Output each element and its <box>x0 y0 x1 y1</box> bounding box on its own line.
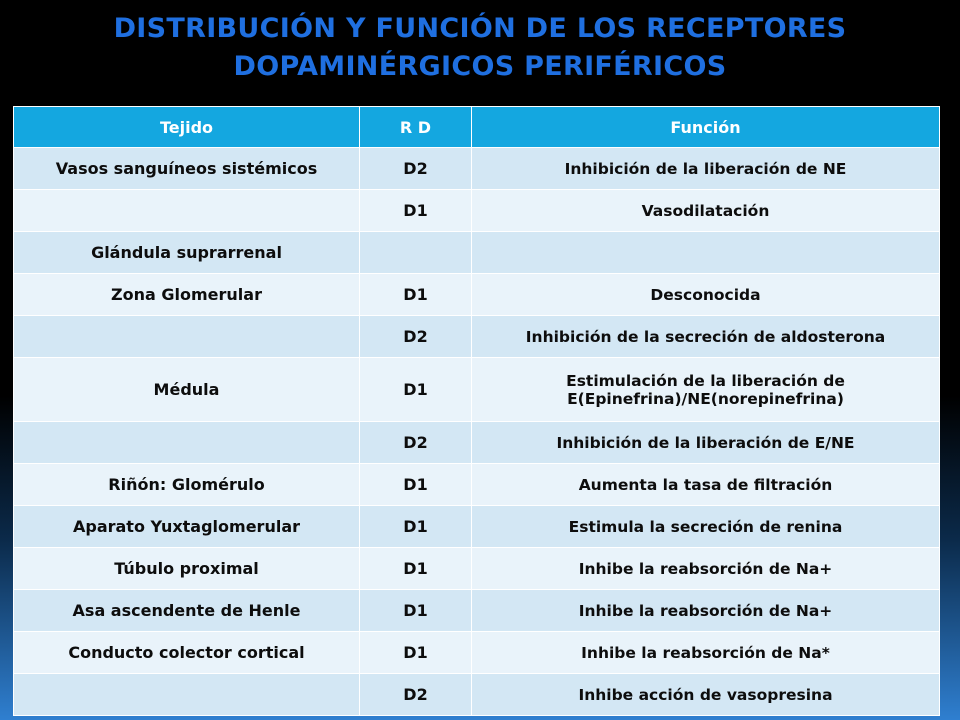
cell-tejido: Zona Glomerular <box>14 274 360 316</box>
table-row <box>14 506 940 548</box>
cell-tejido: Aparato Yuxtaglomerular <box>14 506 360 548</box>
cell-rd: D2 <box>360 316 472 358</box>
cell-tejido <box>14 422 360 464</box>
table-row <box>14 632 940 674</box>
cell-funcion: Inhibe la reabsorción de Na+ <box>472 548 940 590</box>
cell-funcion: Vasodilatación <box>472 190 940 232</box>
table-row <box>14 358 940 422</box>
table-row <box>14 232 940 274</box>
header-funcion: Función <box>472 107 940 148</box>
table-row <box>14 190 940 232</box>
cell-rd: D1 <box>360 274 472 316</box>
cell-funcion: Inhibición de la liberación de NE <box>472 148 940 190</box>
cell-funcion: Estimula la secreción de renina <box>472 506 940 548</box>
header-tejido: Tejido <box>14 107 360 148</box>
cell-funcion: Inhibe la reabsorción de Na* <box>472 632 940 674</box>
table-row <box>14 316 940 358</box>
cell-rd: D1 <box>360 590 472 632</box>
receptor-table <box>13 106 940 716</box>
cell-rd: D1 <box>360 190 472 232</box>
cell-rd <box>360 232 472 274</box>
cell-rd: D1 <box>360 464 472 506</box>
cell-tejido: Riñón: Glomérulo <box>14 464 360 506</box>
table-row <box>14 674 940 716</box>
page-title <box>0 10 960 86</box>
title-line-1: DISTRIBUCIÓN Y FUNCIÓN DE LOS RECEPTORES <box>113 13 847 44</box>
cell-rd: D1 <box>360 632 472 674</box>
cell-rd: D2 <box>360 148 472 190</box>
table-row <box>14 590 940 632</box>
cell-rd: D1 <box>360 506 472 548</box>
cell-tejido <box>14 674 360 716</box>
cell-rd: D1 <box>360 548 472 590</box>
cell-tejido: Vasos sanguíneos sistémicos <box>14 148 360 190</box>
cell-tejido: Asa ascendente de Henle <box>14 590 360 632</box>
cell-rd: D2 <box>360 422 472 464</box>
table-row <box>14 422 940 464</box>
table-row <box>14 148 940 190</box>
cell-funcion <box>472 232 940 274</box>
cell-funcion: Inhibe la reabsorción de Na+ <box>472 590 940 632</box>
cell-tejido: Túbulo proximal <box>14 548 360 590</box>
cell-tejido <box>14 190 360 232</box>
cell-rd: D1 <box>360 358 472 422</box>
table-row <box>14 274 940 316</box>
table-row <box>14 548 940 590</box>
cell-funcion: Inhibición de la secreción de aldosterona <box>472 316 940 358</box>
cell-tejido <box>14 316 360 358</box>
cell-rd: D2 <box>360 674 472 716</box>
cell-funcion: Estimulación de la liberación de E(Epinefrina)/NE(norepinefrina) <box>472 358 940 422</box>
cell-tejido: Glándula suprarrenal <box>14 232 360 274</box>
cell-funcion: Inhibe acción de vasopresina <box>472 674 940 716</box>
header-rd: R D <box>360 107 472 148</box>
cell-tejido: Conducto colector cortical <box>14 632 360 674</box>
title-line-2: DOPAMINÉRGICOS PERIFÉRICOS <box>233 51 727 82</box>
table-row <box>14 464 940 506</box>
cell-funcion: Aumenta la tasa de filtración <box>472 464 940 506</box>
cell-funcion: Desconocida <box>472 274 940 316</box>
cell-tejido: Médula <box>14 358 360 422</box>
cell-funcion: Inhibición de la liberación de E/NE <box>472 422 940 464</box>
header-row <box>14 107 940 148</box>
